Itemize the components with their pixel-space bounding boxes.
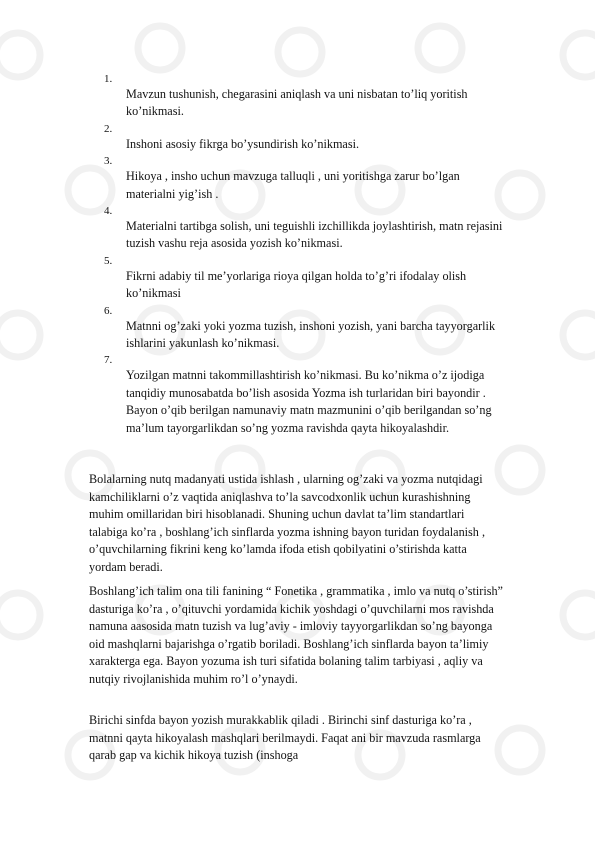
- watermark-circle-icon: [498, 173, 542, 217]
- list-item-number: 1.: [104, 73, 113, 85]
- watermark-circle-icon: [563, 33, 595, 77]
- list-item-number: 4.: [104, 205, 113, 218]
- watermark-circle-icon: [563, 593, 595, 637]
- list-item-text: Mavzun tushunish, chegarasini aniqlash va uni nisbatan to’liq yoritish ko’nikmasi.: [126, 87, 468, 119]
- watermark-circle-icon: [0, 33, 40, 77]
- watermark-circle-icon: [0, 313, 40, 357]
- watermark-circle-icon: [418, 26, 462, 70]
- list-item-text: Matnni og’zaki yoki yozma tuzish, inshoni yozish, yani barcha tayyorgarlik ishlarini yakunlash ko’nikmasi.: [126, 318, 496, 351]
- list-item: [104, 305, 504, 353]
- watermark-circle-icon: [563, 313, 595, 357]
- list-item: [104, 205, 504, 253]
- watermark-circle-icon: [0, 593, 40, 637]
- body-paragraph: Bolalarning nutq madanyati ustida ishlash , ularning og’zaki va yozma nutqidagi kamchiliklarni o’z vaqtida aniqlashva to’la savcodxonlik uchun kurashishning muhim omillaridan biri hisoblanadi. Shuning uchun davlat ta’lim standartlari talabiga ko’ra , boshlang’ich sinflarda yozma ishning bayon turidan foydalanish , o’quvchilarning fikrini keng ko’lamda ifoda etish qobilyatini o’stirishda katta yordam beradi.: [89, 472, 485, 574]
- body-paragraph: Birichi sinfda bayon yozish murakkablik qiladi . Birinchi sinf dasturiga ko’ra , matnni qayta hikoyalash mashqlari berilmaydi. Faqat ani bir mavzuda rasmlarga qarab gap va kichik hikoya tuzish (inshoga: [89, 713, 481, 762]
- list-item: [104, 155, 504, 203]
- list-item-text: Hikoya , insho uchun mavzuga talluqli , uni yoritishga zarur bo’lgan materialni yig’ish .: [126, 169, 460, 201]
- list-item-text: Inshoni asosiy fikrga bo’ysundirish ko’nikmasi.: [126, 136, 360, 151]
- numbered-list: [104, 73, 504, 439]
- list-item-text: Materialni tartibga solish, uni teguishli izchillikda joylashtirish, matn rejasini tuzish vashu reja asosida yozish ko’nikmasi.: [126, 219, 503, 251]
- list-item: [104, 73, 504, 121]
- list-item: [104, 354, 504, 437]
- list-item: [104, 123, 504, 153]
- watermark-circle-icon: [278, 30, 322, 74]
- list-item-number: 3.: [104, 155, 113, 168]
- list-item-text: Fikrni adabiy til me’yorlariga rioya qilgan holda to’g’ri ifodalay olish ko’nikmasi: [126, 268, 467, 301]
- list-item-number: 7.: [104, 354, 113, 367]
- list-item-text: Yozilgan matnni takommillashtirish ko’nikmasi. Bu ko’nikma o’z ijodiga tanqidiy munosabatda bo’lish asosida Yozma ish turlaridan biri bayondir . Bayon o’qib berilgan namunaviy matn mazmunini o’qib berilgandan so’ng ma’lum tayorgarlikdan so’ng yozma ravishda qayta hikoyalashdir.: [126, 368, 492, 435]
- list-item-number: 5.: [104, 254, 113, 267]
- watermark-circle-icon: [138, 26, 182, 70]
- body-paragraph: Boshlang’ich talim ona tili fanining “ Fonetika , grammatika , imlo va nutq o’stirish” dasturiga ko’ra , o’qituvchi yordamida kichik yoshdagi o’quvchilarni mos ravishda namuna aasosida matn tuzish va lug’aviy - imloviy tayyorgarlikdan so’ng bayonga oid mashqlarni bajarishga o’rgatib boriladi. Boshlang’ich sinflarda bayon ta’limiy xarakterga ega. Bayon yozuma ish turi sifatida bolaning talim tarbiyasi , aqliy va nutqiy rivojlanishida muhim ro’l o’ynaydi.: [89, 584, 503, 686]
- list-item: [104, 255, 504, 303]
- list-item-number: 6.: [104, 304, 113, 317]
- list-item-number: 2.: [104, 122, 113, 135]
